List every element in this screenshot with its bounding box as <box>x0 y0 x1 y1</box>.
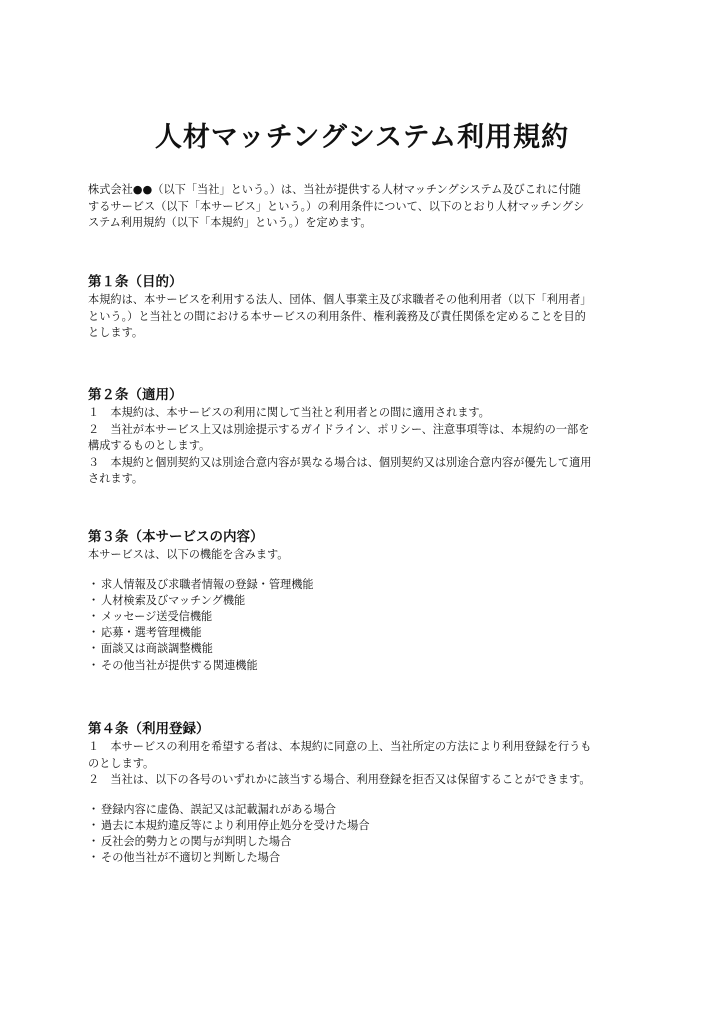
list-item-text: その他当社が提供する関連機能 <box>101 658 258 672</box>
list-item-text: 求人情報及び求職者情報の登録・管理機能 <box>101 577 314 591</box>
list-item <box>88 850 648 866</box>
intro-line: 株式会社●●（以下「当社」という。）は、当社が提供する人材マッチングシステム及びこれに付随 <box>88 183 581 196</box>
list-item-text: 登録内容に虚偽、誤記又は記載漏れがある場合 <box>101 802 336 816</box>
article-line: ２ 当社が本サービス上又は別途提示するガイドライン、ポリシー、注意事項等は、本規約の一部を <box>88 422 590 436</box>
bullet-mark: ・ <box>88 577 100 591</box>
bullet-mark: ・ <box>88 834 100 848</box>
intro-line: するサービス（以下「本サービス」という。）の利用条件について、以下のとおり人材マッチングシ <box>88 199 585 213</box>
article-line: １ 本サービスの利用を希望する者は、本規約に同意の上、当社所定の方法により利用登録を行うも <box>88 740 592 753</box>
article-line: されます。 <box>88 472 144 485</box>
article-2 <box>88 386 648 488</box>
article-line: という。）と当社との間における本サービスの利用条件、権利義務及び責任関係を定めることを目的 <box>88 309 586 323</box>
list-item <box>88 802 648 818</box>
article-heading: 第２条（適用） <box>88 387 183 403</box>
bullet-mark: ・ <box>88 626 100 640</box>
article-line: 本サービスは、以下の機能を含みます。 <box>88 548 289 561</box>
list-item-text: 面談又は商談調整機能 <box>101 642 213 656</box>
list-item <box>88 593 648 609</box>
bullet-mark: ・ <box>88 609 100 623</box>
article-line: とします。 <box>88 326 144 339</box>
list-item <box>88 641 648 657</box>
article-heading: 第３条（本サービスの内容） <box>88 529 264 545</box>
list-item <box>88 658 648 674</box>
list-item-text: 過去に本規約違反等により利用停止処分を受けた場合 <box>101 818 370 832</box>
list-item-text: その他当社が不適切と判断した場合 <box>101 851 281 865</box>
list-item <box>88 577 648 593</box>
article-line: ２ 当社は、以下の各号のいずれかに該当する場合、利用登録を拒否又は保留することができます。 <box>88 773 591 786</box>
bullet-mark: ・ <box>88 802 100 816</box>
bullet-mark: ・ <box>88 851 100 865</box>
service-features-list <box>88 577 648 674</box>
article-heading: 第１条（目的） <box>88 274 183 290</box>
bullet-mark: ・ <box>88 658 100 672</box>
article-heading: 第４条（利用登録） <box>88 721 210 737</box>
registration-refusal-list <box>88 802 648 867</box>
list-item <box>88 609 648 625</box>
article-1 <box>88 273 648 342</box>
article-line: １ 本規約は、本サービスの利用に関して当社と利用者との間に適用されます。 <box>88 406 490 419</box>
list-item-text: メッセージ送受信機能 <box>101 609 213 623</box>
list-item-text: 人材検索及びマッチング機能 <box>101 593 246 607</box>
list-item <box>88 818 648 834</box>
intro-paragraph <box>88 182 648 232</box>
article-line: 構成するものとします。 <box>88 439 211 452</box>
article-line: 本規約は、本サービスを利用する法人、団体、個人事業主及び求職者その他利用者（以下「利用者」 <box>88 293 592 306</box>
document-title: 人材マッチングシステム利用規約 <box>154 122 570 154</box>
article-line: ３ 本規約と個別契約又は別途合意内容が異なる場合は、個別契約又は別途合意内容が優先して適用 <box>88 455 592 469</box>
article-line: のとします。 <box>88 756 155 770</box>
bullet-mark: ・ <box>88 593 100 607</box>
list-item <box>88 625 648 641</box>
list-item-text: 反社会的勢力との関与が判明した場合 <box>101 834 292 848</box>
bullet-mark: ・ <box>88 818 100 832</box>
list-item-text: 応募・選考管理機能 <box>101 626 202 640</box>
article-3 <box>88 528 648 674</box>
list-item <box>88 834 648 850</box>
article-4 <box>88 720 648 866</box>
bullet-mark: ・ <box>88 642 100 656</box>
intro-line: ステム利用規約（以下「本規約」という。）を定めます。 <box>88 216 372 229</box>
